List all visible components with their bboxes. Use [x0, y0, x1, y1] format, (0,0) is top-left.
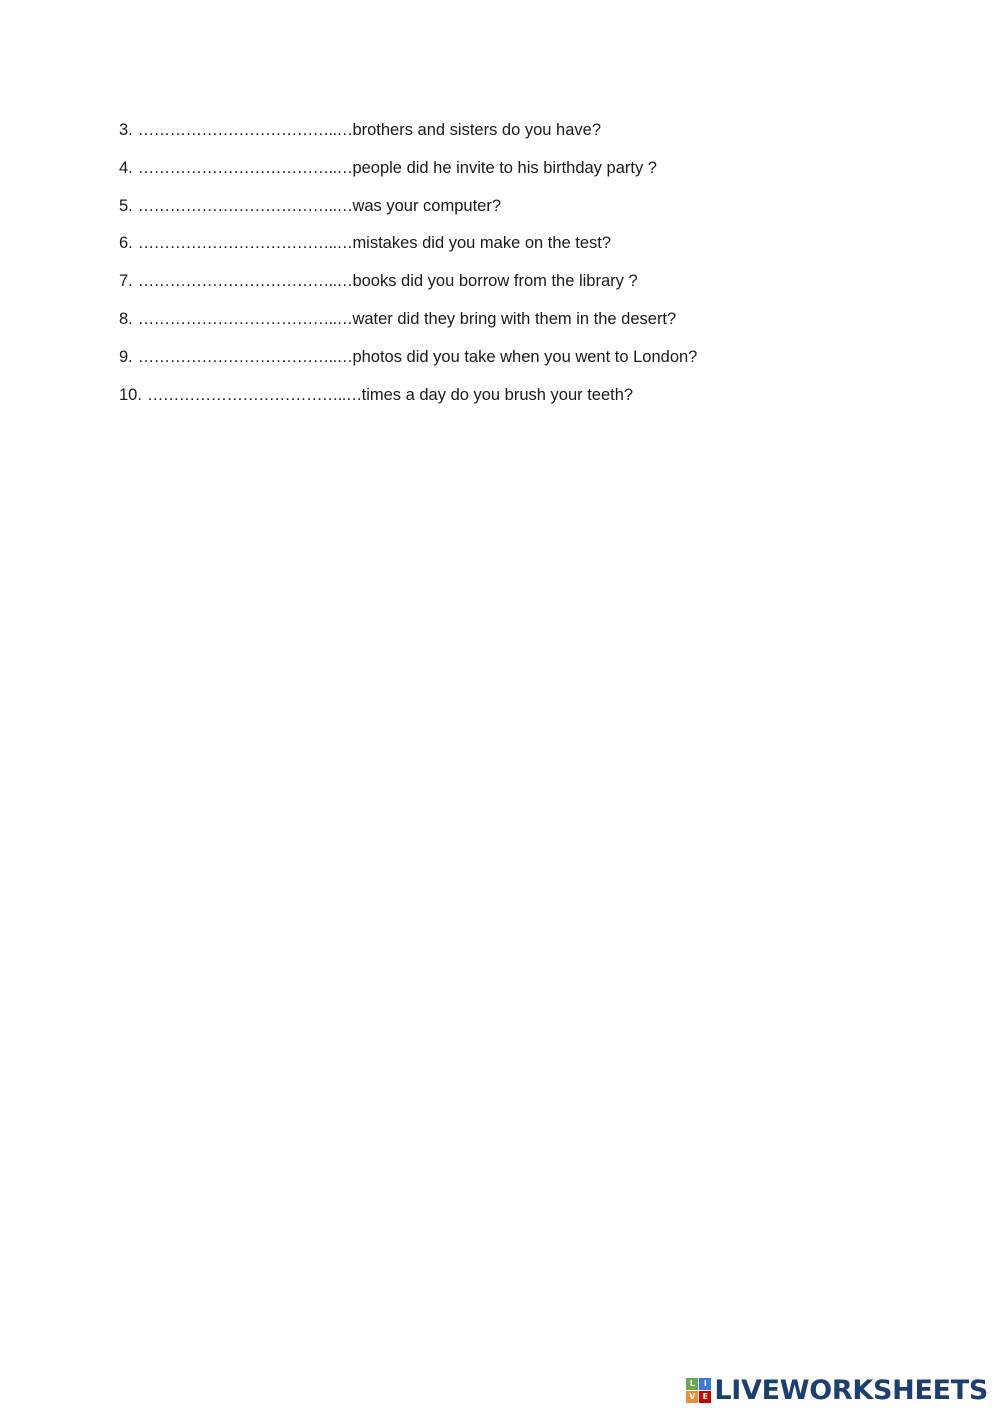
question-number: 7. [119, 272, 133, 291]
answer-blank[interactable]: ………………………………..… [137, 121, 353, 139]
answer-blank[interactable]: ………………………………..… [137, 309, 353, 328]
question-text: photos did you take when you went to London? [352, 347, 698, 366]
question-text: people did he invite to his birthday party ? [352, 158, 657, 177]
question-text: water did they bring with them in the desert? [352, 309, 677, 328]
question-number: 8. [119, 309, 133, 328]
answer-blank[interactable]: ………………………………..… [137, 158, 353, 177]
question-8 [119, 307, 879, 345]
question-text: books did you borrow from the library ? [352, 272, 638, 291]
question-4 [119, 156, 879, 194]
answer-blank[interactable]: ………………………………..… [137, 234, 353, 253]
question-7 [119, 269, 879, 307]
question-number: 4. [119, 158, 133, 177]
question-number: 6. [119, 234, 133, 253]
answer-blank[interactable]: ………………………………..… [137, 272, 353, 291]
question-text: was your computer? [352, 196, 502, 215]
brand-name: LIVEWORKSHEETS [714, 1374, 988, 1406]
answer-blank[interactable]: ………………………………..… [137, 196, 353, 215]
question-number: 3. [119, 121, 133, 139]
logo-letter: L [686, 1378, 698, 1390]
answer-blank[interactable]: ………………………………..… [146, 385, 362, 404]
question-number: 10. [119, 385, 142, 404]
question-number: 9. [119, 347, 133, 366]
question-10 [119, 383, 879, 421]
question-text: brothers and sisters do you have? [352, 121, 602, 139]
answer-blank[interactable]: ………………………………..… [137, 347, 353, 366]
liveworksheets-logo [686, 1374, 988, 1406]
logo-letter: V [686, 1391, 698, 1403]
question-text: mistakes did you make on the test? [352, 234, 612, 253]
question-text: times a day do you brush your teeth? [361, 385, 634, 404]
question-list [119, 118, 879, 420]
logo-letter: E [699, 1391, 711, 1403]
question-6 [119, 231, 879, 269]
question-3 [119, 118, 879, 156]
question-number: 5. [119, 196, 133, 215]
logo-letter: I [699, 1378, 711, 1390]
question-5 [119, 194, 879, 232]
question-9 [119, 345, 879, 383]
live-blocks-icon [686, 1378, 711, 1403]
